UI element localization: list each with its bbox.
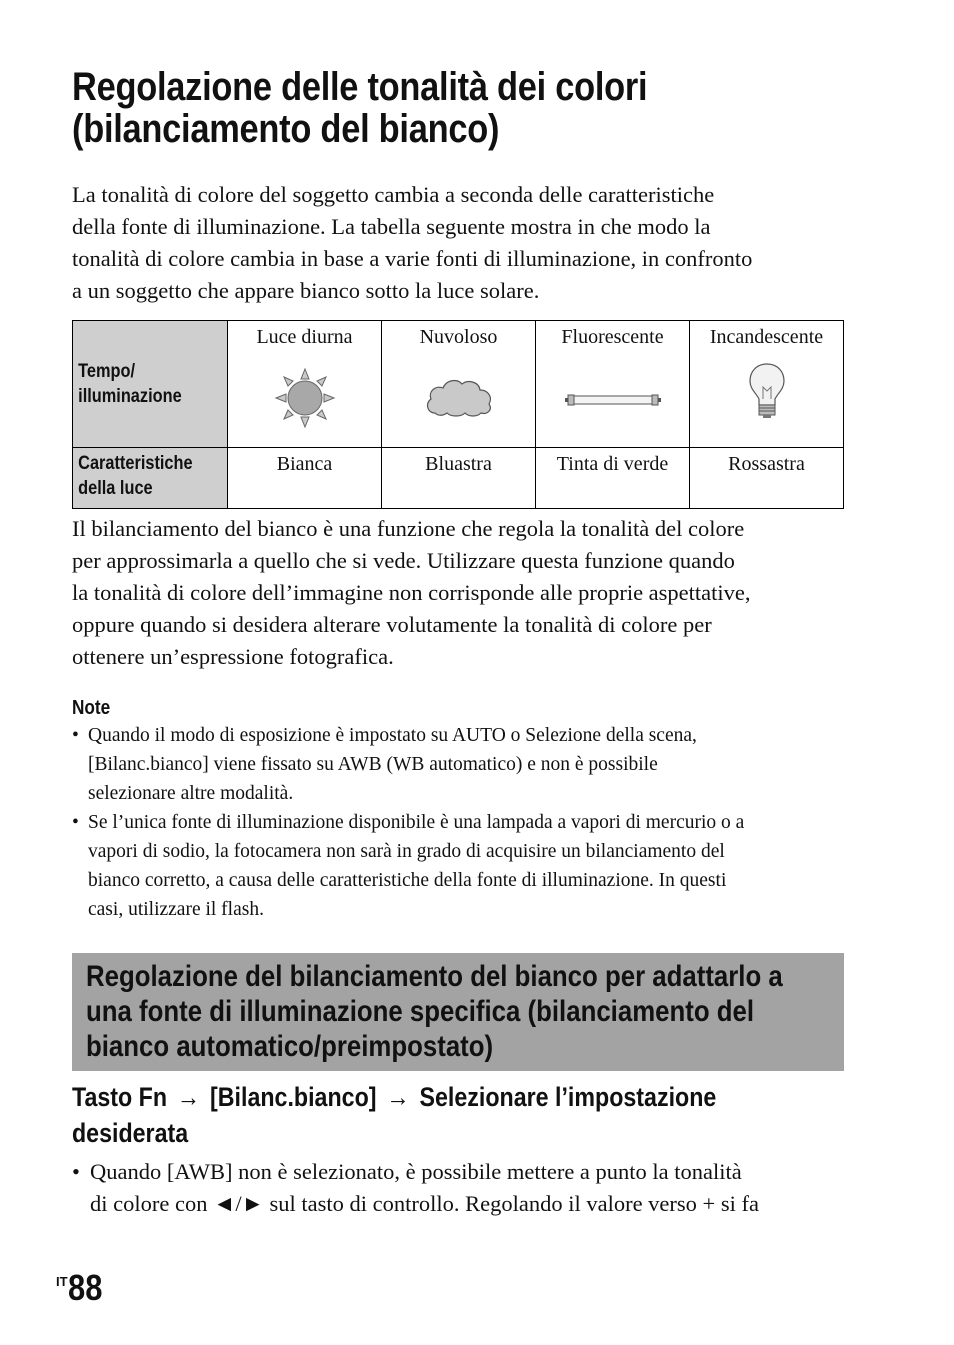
fluorescent-tube-icon — [563, 391, 663, 409]
note-line: vapori di sodio, la fotocamera non sarà in grado di acquisire un bilanciamento del — [88, 841, 725, 862]
result-label: Bluastra — [425, 453, 492, 475]
result-label: Rossastra — [728, 453, 805, 475]
cell-result-daylight — [228, 448, 382, 509]
note-line: bianco corretto, a causa delle caratteristiche della fonte di illuminazione. In questi — [88, 870, 727, 891]
row-header-characteristics — [73, 448, 228, 509]
bullet-line: di colore con ◄/► sul tasto di controllo. Regolando il valore verso + si fa — [90, 1191, 759, 1216]
result-label: Bianca — [276, 453, 333, 475]
procedure-step-select-cont: desiderata — [72, 1118, 189, 1148]
intro-line: La tonalità di colore del soggetto cambia a seconda delle caratteristiche — [72, 182, 715, 207]
note-line: selezionare altre modalità. — [88, 783, 294, 804]
cell-cloudy — [382, 321, 536, 448]
body-line: la tonalità di colore dell’immagine non corrisponde alle proprie aspettative, — [72, 580, 751, 605]
procedure-step-select: Selezionare l’impostazione — [419, 1082, 717, 1112]
bullet: • — [72, 725, 79, 746]
page-number — [56, 1268, 108, 1308]
body-paragraph — [72, 513, 852, 673]
column-label: Luce diurna — [256, 326, 353, 348]
note-line: Se l’unica fonte di illuminazione disponibile è una lampada a vapori di mercurio o a — [88, 812, 745, 833]
note-heading: Note — [72, 697, 111, 719]
note-line: casi, utilizzare il flash. — [88, 899, 264, 920]
cell-result-incandescent — [690, 448, 844, 509]
body-line: per approssimarla a quello che si vede. Utilizzare questa funzione quando — [72, 548, 735, 573]
column-label: Nuvoloso — [419, 326, 498, 348]
column-label: Incandescente — [709, 326, 824, 348]
page-number-value: 88 — [67, 1267, 103, 1308]
row-header-illumination — [73, 321, 228, 448]
note-item — [72, 721, 852, 808]
bullet-line: Quando [AWB] non è selezionato, è possibile mettere a punto la tonalità — [90, 1159, 742, 1184]
bullet: • — [72, 812, 79, 833]
sun-icon — [274, 367, 336, 429]
intro-line: tonalità di colore cambia in base a varie fonti di illuminazione, in confronto — [72, 246, 753, 271]
bullet-paragraph — [72, 1156, 852, 1220]
row-header-line: Caratteristiche — [78, 453, 193, 474]
section-banner — [72, 953, 844, 1071]
light-bulb-icon — [747, 361, 787, 421]
section-line: una fonte di illuminazione specifica (bilanciamento del — [86, 995, 755, 1028]
procedure-step-menu: [Bilanc.bianco] — [210, 1082, 377, 1112]
body-line: oppure quando si desidera alterare volutamente la tonalità di colore per — [72, 612, 712, 637]
procedure-heading — [72, 1079, 846, 1151]
page-title — [72, 66, 760, 150]
body-line: ottenere un’espressione fotografica. — [72, 644, 394, 669]
intro-line: a un soggetto che appare bianco sotto la luce solare. — [72, 278, 540, 303]
note-line: [Bilanc.bianco] viene fissato su AWB (WB automatico) e non è possibile — [88, 754, 658, 775]
row-header-line: Tempo/ — [78, 361, 136, 382]
intro-line: della fonte di illuminazione. La tabella seguente mostra in che modo la — [72, 214, 711, 239]
cell-daylight — [228, 321, 382, 448]
row-header-line: illuminazione — [78, 386, 182, 407]
result-label: Tinta di verde — [556, 453, 669, 475]
column-label: Fluorescente — [561, 326, 664, 348]
arrow-right-icon: → — [176, 1082, 201, 1112]
cell-result-cloudy — [382, 448, 536, 509]
language-code: IT — [56, 1274, 68, 1289]
note-item — [72, 808, 852, 924]
note-line: Quando il modo di esposizione è impostato su AUTO o Selezione della scena, — [88, 725, 697, 746]
row-header-line: della luce — [78, 478, 153, 499]
title-line-2: (bilanciamento del bianco) — [72, 107, 500, 151]
table-row-illumination — [73, 321, 844, 448]
section-line: bianco automatico/preimpostato) — [86, 1030, 494, 1063]
bullet: • — [72, 1159, 80, 1184]
table-row-characteristics — [73, 448, 844, 509]
title-line-1: Regolazione delle tonalità dei colori — [72, 65, 648, 109]
section-line: Regolazione del bilanciamento del bianco per adattarlo a — [86, 960, 783, 993]
intro-paragraph — [72, 179, 852, 307]
section-heading — [86, 959, 860, 1064]
body-line: Il bilanciamento del bianco è una funzione che regola la tonalità del colore — [72, 516, 745, 541]
cell-incandescent — [690, 321, 844, 448]
arrow-right-icon: → — [386, 1082, 410, 1112]
procedure-step-fn: Tasto Fn — [72, 1082, 168, 1112]
cell-fluorescent — [536, 321, 690, 448]
cell-result-fluorescent — [536, 448, 690, 509]
cloud-icon — [423, 375, 495, 419]
lighting-table — [72, 320, 844, 509]
